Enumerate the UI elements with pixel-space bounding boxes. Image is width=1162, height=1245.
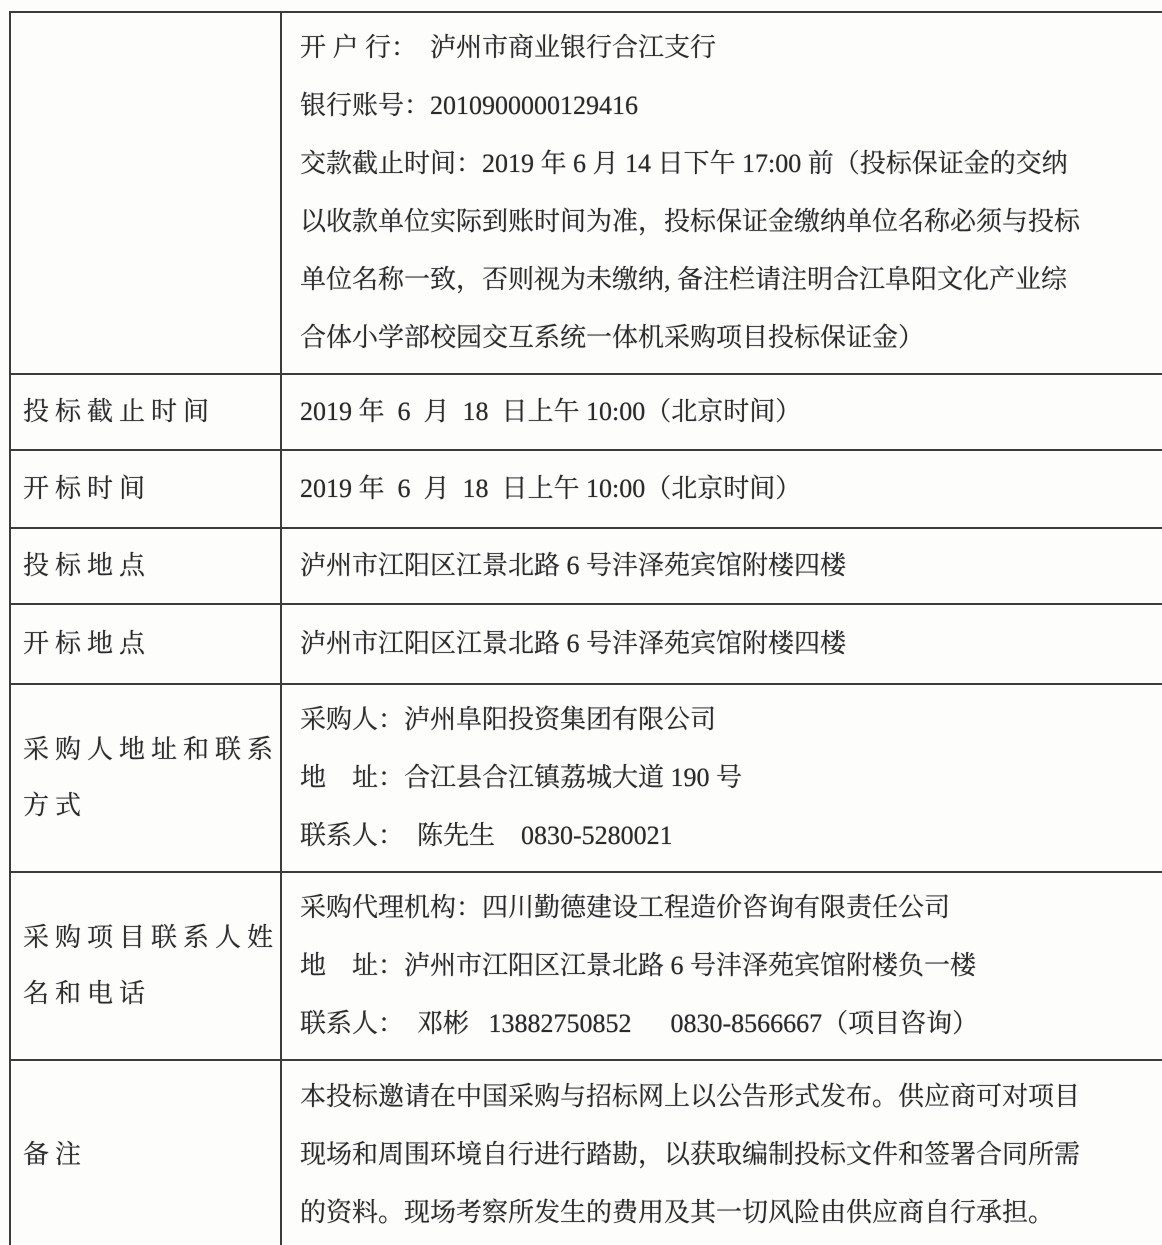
- text-line-bank-name: 开 户 行： 泸州市商业银行合江支行: [300, 33, 717, 62]
- row-label: 采购项目联系人姓名和电话: [23, 923, 280, 1008]
- row-label-cell: [11, 13, 282, 373]
- text-line-agency: 采购代理机构：四川勤德建设工程造价咨询有限责任公司: [300, 893, 951, 922]
- row-content-cell: [282, 451, 1162, 527]
- text-line-remarks-3: 的资料。现场考察所发生的费用及其一切风险由供应商自行承担。: [300, 1198, 1055, 1227]
- row-label-cell: [11, 1061, 282, 1245]
- table-row-bid-place: [11, 529, 1162, 605]
- row-label-cell: [11, 451, 282, 527]
- text-line-remarks-1: 本投标邀请在中国采购与招标网上以公告形式发布。供应商可对项目: [300, 1082, 1081, 1111]
- table-row-opening-time: [11, 451, 1162, 529]
- text-line-purchaser-address: 地 址：合江县合江镇荔城大道 190 号: [300, 763, 743, 792]
- table-row-bid-deadline: [11, 375, 1162, 451]
- text-line-bid-place: 泸州市江阳区江景北路 6 号沣泽苑宾馆附楼四楼: [300, 551, 847, 580]
- row-label: 投标截止时间: [23, 397, 216, 426]
- text-line-opening-place: 泸州市江阳区江景北路 6 号沣泽苑宾馆附楼四楼: [300, 629, 847, 658]
- row-content-cell: [282, 873, 1162, 1059]
- row-content-cell: [282, 529, 1162, 603]
- text-line-agency-person: 联系人： 邓彬 13882750852 0830-8566667（项目咨询）: [300, 1009, 979, 1038]
- row-content-cell: [282, 375, 1162, 449]
- row-content-cell: [282, 605, 1162, 683]
- text-line-purchaser-person: 联系人： 陈先生 0830-5280021: [300, 821, 673, 850]
- row-label: 投标地点: [23, 551, 152, 580]
- text-line-agency-address: 地 址：泸州市江阳区江景北路 6 号沣泽苑宾馆附楼负一楼: [300, 951, 977, 980]
- row-content-cell: [282, 13, 1162, 373]
- text-line-deadline-2: 以收款单位实际到账时间为准，投标保证金缴纳单位名称必须与投标: [300, 207, 1081, 236]
- text-line-bank-account: 银行账号：2010900000129416: [300, 91, 639, 120]
- table-row-purchaser-contact: [11, 685, 1162, 873]
- text-line-deadline-1: 交款截止时间：2019 年 6 月 14 日下午 17:00 前（投标保证金的交纳: [300, 149, 1068, 178]
- text-line-opening-time: 2019 年 6 月 18 日上午 10:00（北京时间）: [300, 474, 802, 503]
- row-content-cell: [282, 1061, 1162, 1245]
- row-label: 备注: [23, 1140, 88, 1169]
- row-label: 开标时间: [23, 474, 152, 503]
- table-row-opening-place: [11, 605, 1162, 685]
- row-content-cell: [282, 685, 1162, 871]
- text-line-deadline-4: 合体小学部校园交互系统一体机采购项目投标保证金）: [300, 323, 925, 352]
- table-row-agency-contact: [11, 873, 1162, 1061]
- row-label-cell: [11, 605, 282, 683]
- text-line-purchaser: 采购人：泸州阜阳投资集团有限公司: [300, 705, 717, 734]
- table-row-remarks: [11, 1061, 1162, 1245]
- row-label: 开标地点: [23, 629, 152, 658]
- text-line-bid-deadline: 2019 年 6 月 18 日上午 10:00（北京时间）: [300, 397, 802, 426]
- row-label-cell: [11, 685, 282, 871]
- row-label-cell: [11, 873, 282, 1059]
- row-label-cell: [11, 375, 282, 449]
- procurement-table: [9, 11, 1162, 1245]
- table-row-bank-info: [11, 13, 1162, 375]
- row-label-cell: [11, 529, 282, 603]
- text-line-deadline-3: 单位名称一致，否则视为未缴纳, 备注栏请注明合江阜阳文化产业综: [300, 265, 1068, 294]
- text-line-remarks-2: 现场和周围环境自行进行踏勘，以获取编制投标文件和签署合同所需: [300, 1140, 1081, 1169]
- row-label: 采购人地址和联系方式: [23, 735, 280, 820]
